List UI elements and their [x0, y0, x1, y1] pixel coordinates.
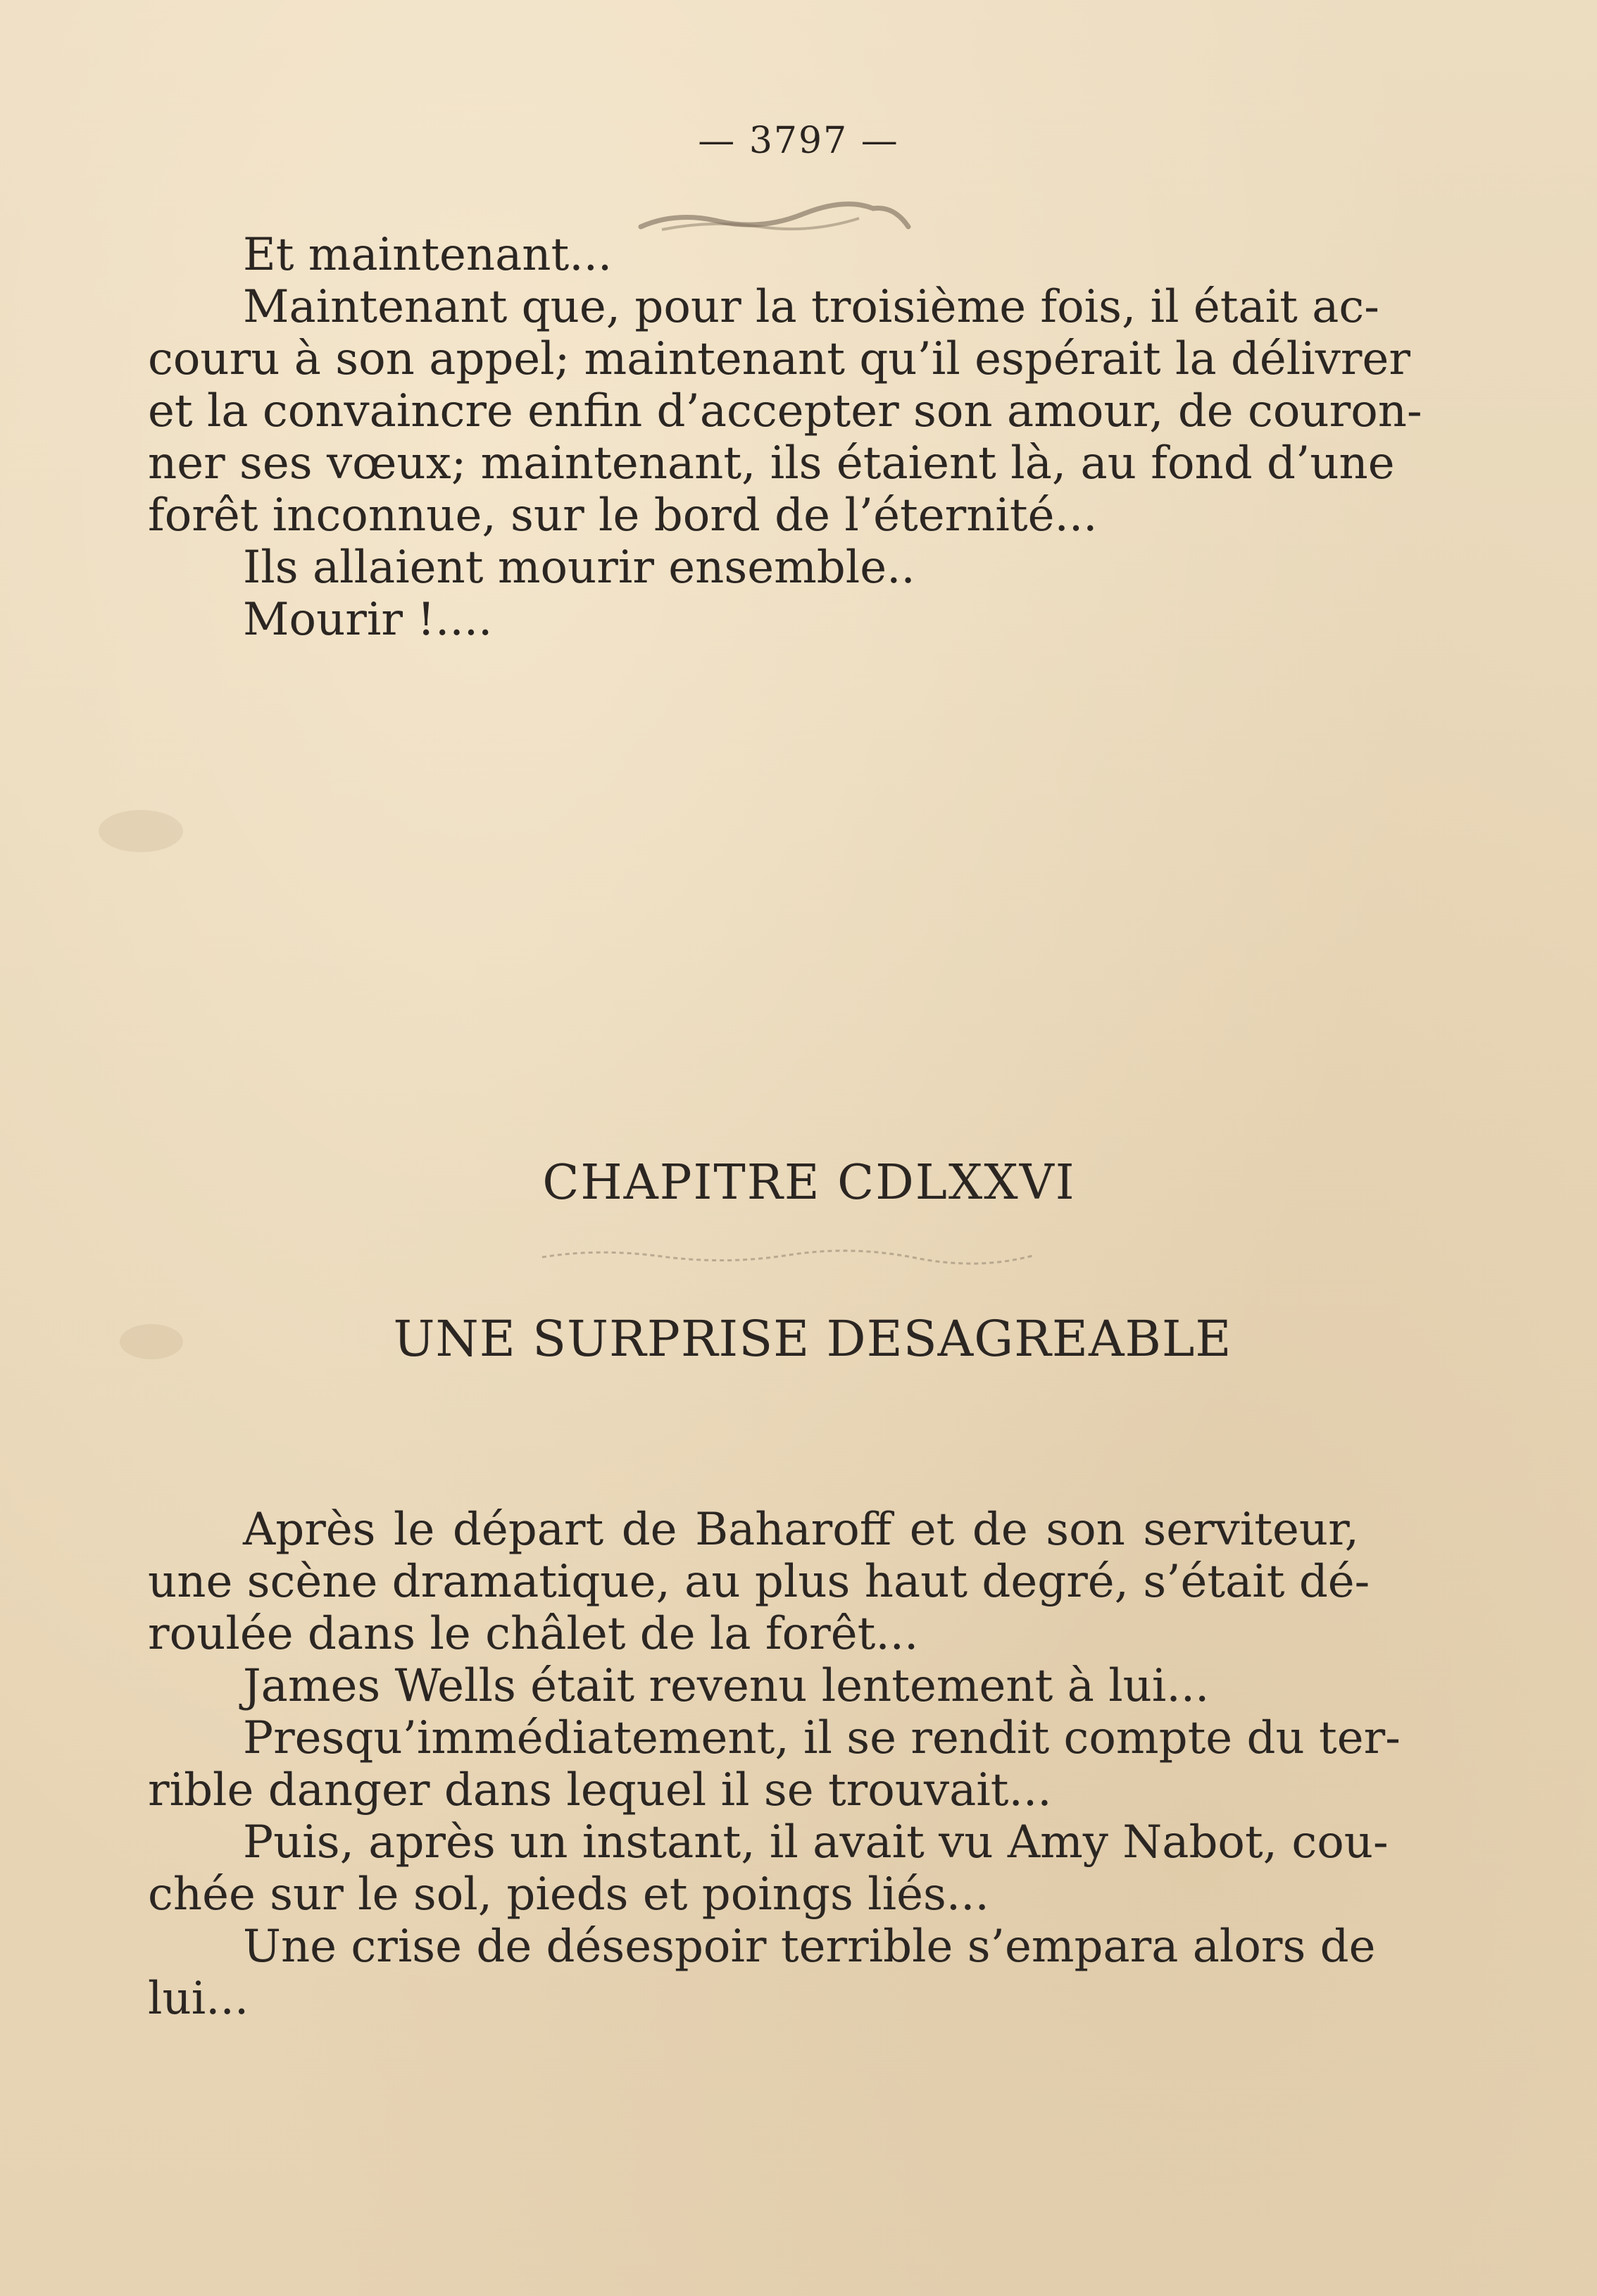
chapter-title: CHAPITRE CDLXXVI	[542, 1155, 1076, 1211]
text-line: Mourir !....	[243, 594, 493, 646]
chapter-subtitle: UNE SURPRISE DESAGREABLE	[393, 1310, 1232, 1368]
text-section-1	[148, 229, 1422, 646]
text-line: Après le départ de Baharoff et de son serviteur,	[243, 1504, 1359, 1556]
chapter-rule-ornament	[535, 1240, 1042, 1275]
paper-stain	[99, 810, 183, 852]
text-line: Une crise de désespoir terrible s’empara alors de	[243, 1921, 1376, 1973]
text-line: roulée dans le châlet de la forêt...	[148, 1608, 919, 1660]
text-line: Ils allaient mourir ensemble..	[243, 542, 915, 594]
text-line: chée sur le sol, pieds et poings liés...	[148, 1868, 989, 1921]
text-line: et la convaincre enfin d’accepter son amour, de couron-	[148, 385, 1422, 437]
text-line: James Wells était revenu lentement à lui...	[243, 1660, 1210, 1712]
text-line: une scène dramatique, au plus haut degré, s’était dé-	[148, 1556, 1370, 1608]
text-line: rible danger dans lequel il se trouvait...	[148, 1764, 1052, 1816]
text-line: Presqu’immédiatement, il se rendit compte du ter-	[243, 1712, 1401, 1764]
text-line: lui...	[148, 1973, 249, 2025]
text-line: forêt inconnue, sur le bord de l’éternité...	[148, 489, 1098, 542]
page-number: — 3797 —	[698, 120, 899, 162]
text-line: Maintenant que, pour la troisième fois, il était ac-	[243, 281, 1379, 333]
text-line: Et maintenant...	[243, 229, 613, 281]
text-line: couru à son appel; maintenant qu’il espérait la délivrer	[148, 333, 1410, 385]
text-section-2	[148, 1504, 1401, 2025]
text-line: Puis, après un instant, il avait vu Amy Nabot, cou-	[243, 1816, 1389, 1868]
text-line: ner ses vœux; maintenant, ils étaient là, au fond d’une	[148, 437, 1395, 489]
